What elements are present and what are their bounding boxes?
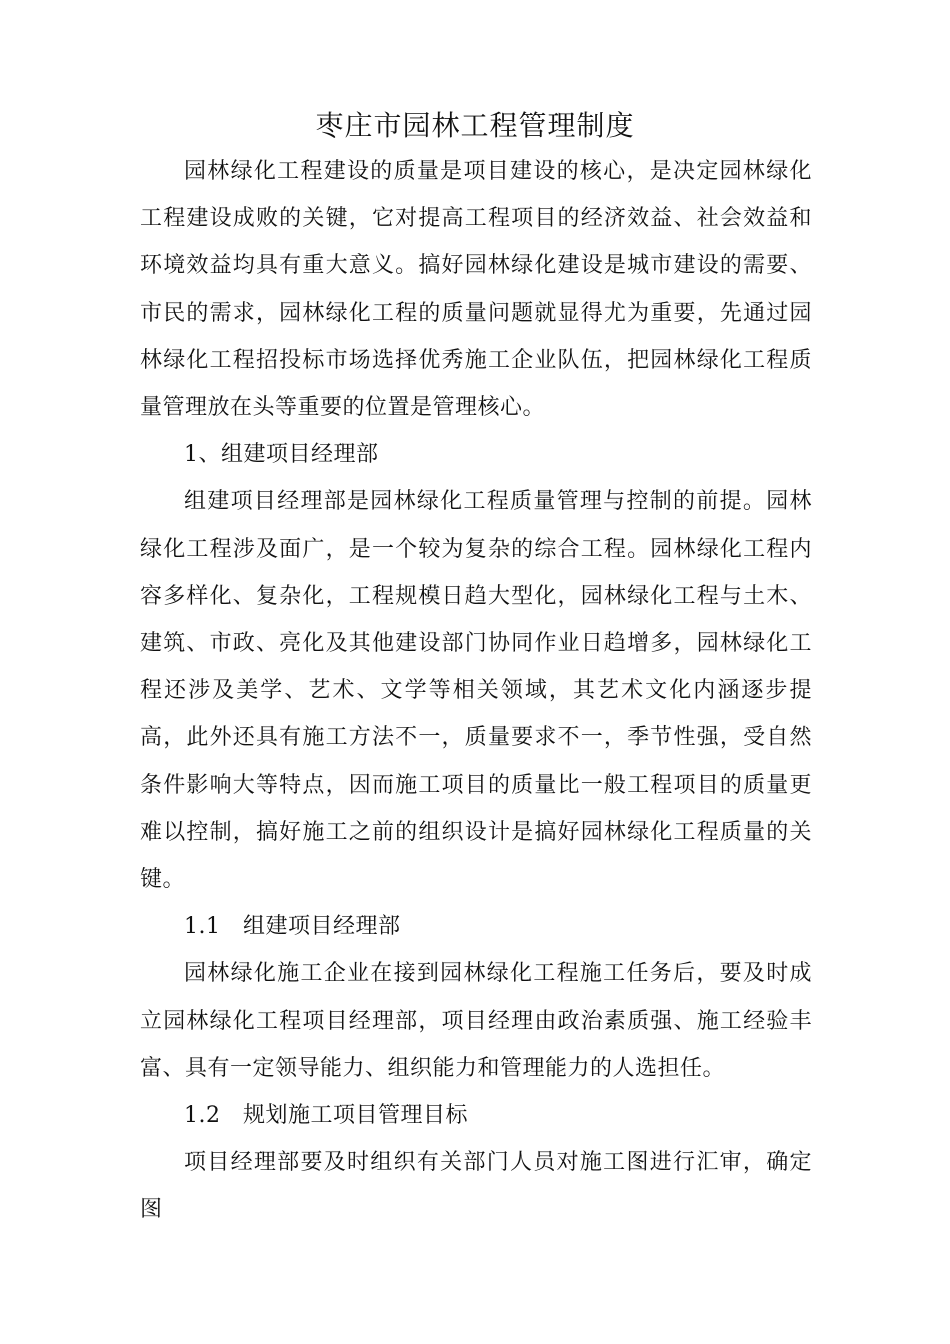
- section-heading-1-2: 1.2 规划施工项目管理目标: [184, 1103, 468, 1129]
- section-1-1-paragraph: 园林绿化施工企业在接到园林绿化工程施工任务后，要及时成立园林绿化工程项目经理部，项目经理由政治素质强、施工经验丰富、具有一定领导能力、组织能力和管理能力的人选担任。: [140, 961, 812, 1081]
- section-heading-1-1: 1.1 组建项目经理部: [184, 914, 401, 940]
- section-heading-1: 1、组建项目经理部: [184, 442, 379, 468]
- section-1-paragraph: 组建项目经理部是园林绿化工程质量管理与控制的前提。园林绿化工程涉及面广，是一个较为复杂的综合工程。园林绿化工程内容多样化、复杂化，工程规模日趋大型化，园林绿化工程与土木、建筑、市政、亮化及其他建设部门协同作业日趋增多，园林绿化工程还涉及美学、艺术、文学等相关领域，其艺术文化内涵逐步提高，此外还具有施工方法不一，质量要求不一，季节性强，受自然条件影响大等特点，因而施工项目的质量比一般工程项目的质量更难以控制，搞好施工之前的组织设计是搞好园林绿化工程质量的关键。: [140, 489, 812, 893]
- intro-paragraph: 园林绿化工程建设的质量是项目建设的核心，是决定园林绿化工程建设成败的关键，它对提高工程项目的经济效益、社会效益和环境效益均具有重大意义。搞好园林绿化建设是城市建设的需要、市民的需求，园林绿化工程的质量问题就显得尤为重要，先通过园林绿化工程招投标市场选择优秀施工企业队伍，把园林绿化工程质量管理放在头等重要的位置是管理核心。: [140, 159, 812, 421]
- section-1-2-paragraph: 项目经理部要及时组织有关部门人员对施工图进行汇审，确定图: [140, 1150, 812, 1223]
- document-title: 枣庄市园林工程管理制度: [315, 109, 635, 142]
- document-body: [140, 148, 812, 1234]
